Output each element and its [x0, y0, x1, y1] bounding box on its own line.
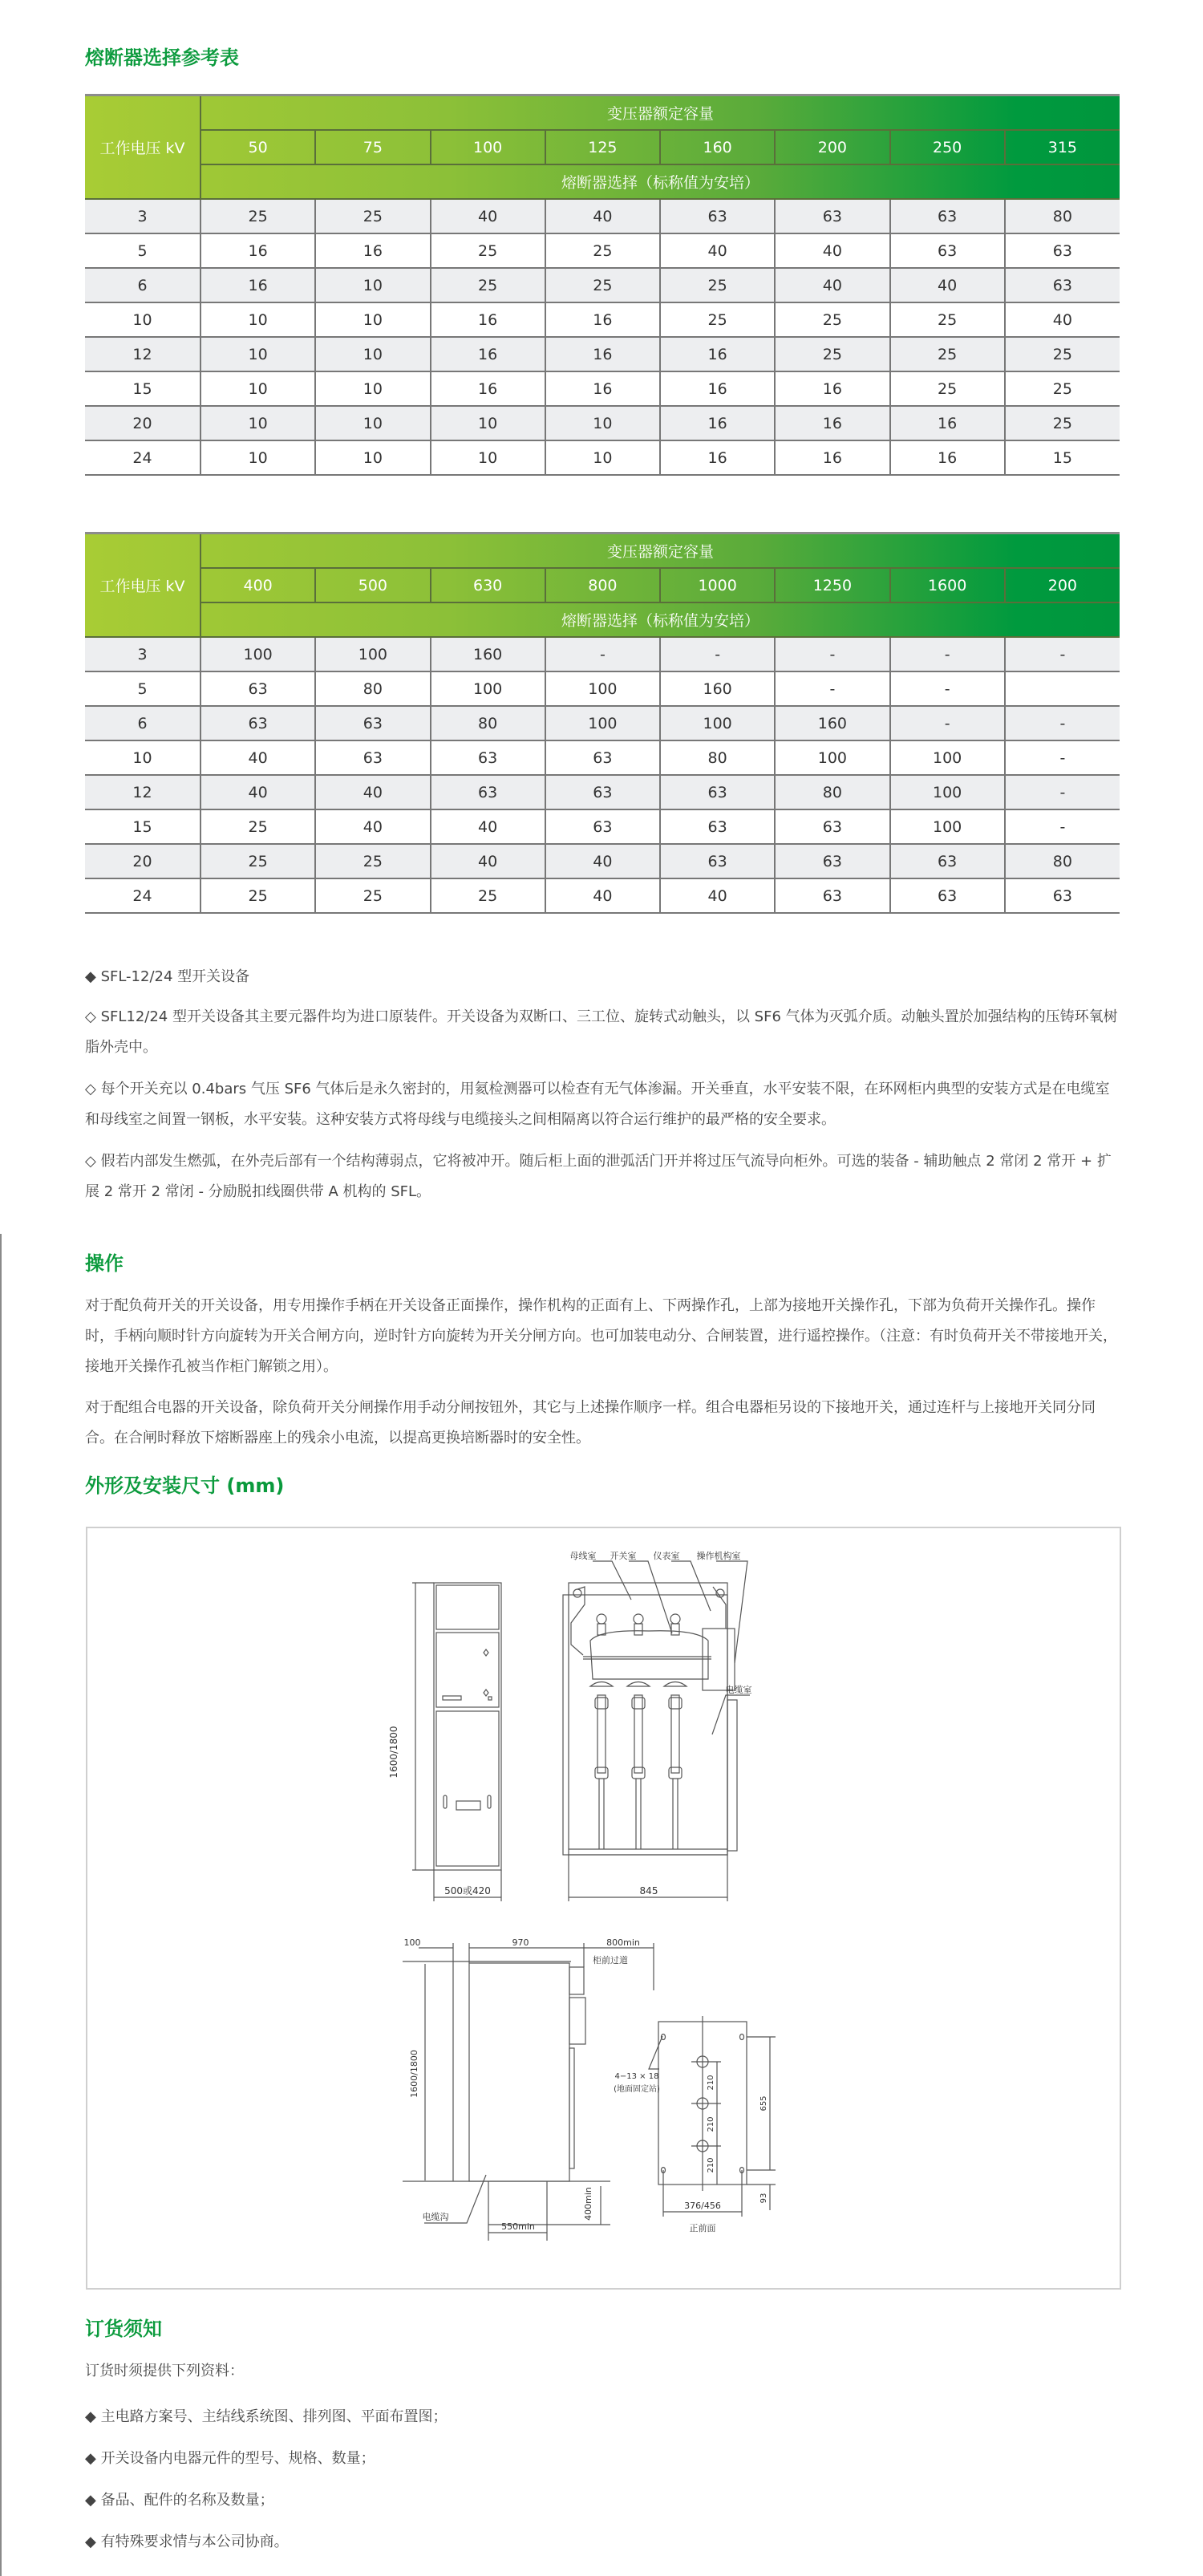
voltage-header: 工作电压 kV: [85, 95, 200, 200]
fuse-value-cell: 16: [660, 337, 775, 371]
fuse-value-cell: 40: [660, 233, 775, 268]
fuse-value-cell: 25: [545, 233, 660, 268]
order-note-item: ◆ 主电路方案号、主结线系统图、排列图、平面布置图；: [85, 2408, 448, 2425]
voltage-cell: 15: [85, 371, 200, 406]
fuse-value-cell: 63: [660, 809, 775, 844]
label-holes: 4−13 × 18: [614, 2072, 659, 2081]
fuse-value-cell: 16: [545, 337, 660, 371]
capacity-header: 变压器额定容量: [200, 95, 1120, 131]
fuse-value-cell: 10: [545, 440, 660, 475]
fuse-value-cell: 10: [545, 406, 660, 440]
voltage-cell: 24: [85, 440, 200, 475]
fuse-value-cell: -: [1005, 637, 1120, 671]
fuse-value-cell: 10: [431, 440, 545, 475]
label-instrument-room: 仪表室: [653, 1551, 680, 1561]
label-cable-trench: 电缆沟: [422, 2212, 449, 2222]
capacity-column-header: 75: [315, 130, 430, 164]
voltage-cell: 20: [85, 844, 200, 878]
fuse-table-title: 熔断器选择参考表: [85, 47, 239, 69]
table-row: [85, 268, 1120, 302]
fuse-value-cell: 80: [431, 706, 545, 740]
dim-height-front: 1600/1800: [388, 1726, 399, 1779]
fuse-value-cell: 16: [431, 337, 545, 371]
fuse-value-cell: 16: [431, 302, 545, 337]
capacity-column-header: 315: [1005, 130, 1120, 164]
fuse-value-cell: 10: [200, 302, 315, 337]
fuse-value-cell: 10: [315, 337, 430, 371]
dim-base-offset: 93: [759, 2193, 768, 2204]
fuse-value-cell: 25: [1005, 371, 1120, 406]
dim-rear-gap: 100: [403, 1937, 421, 1948]
fuse-value-cell: 63: [200, 706, 315, 740]
fuse-value-cell: 25: [1005, 337, 1120, 371]
front-view-cabinet: [412, 1583, 501, 1901]
fuse-value-cell: 63: [775, 878, 889, 913]
fuse-value-cell: 10: [315, 268, 430, 302]
capacity-column-header: 1600: [890, 568, 1005, 602]
fuse-value-cell: 100: [200, 637, 315, 671]
fuse-value-cell: 16: [775, 406, 889, 440]
table-row: [85, 406, 1120, 440]
fuse-value-cell: 40: [315, 809, 430, 844]
fuse-value-cell: 40: [1005, 302, 1120, 337]
table-row: [85, 440, 1120, 475]
fuse-value-cell: -: [775, 637, 889, 671]
voltage-cell: 10: [85, 740, 200, 775]
fuse-value-cell: 16: [660, 440, 775, 475]
fuse-value-cell: 25: [315, 199, 430, 233]
voltage-cell: 5: [85, 233, 200, 268]
fuse-value-cell: 63: [660, 199, 775, 233]
capacity-column-header: 630: [431, 568, 545, 602]
fuse-value-cell: -: [545, 637, 660, 671]
fuse-value-cell: 10: [315, 406, 430, 440]
fuse-value-cell: 63: [775, 809, 889, 844]
table-row: [85, 371, 1120, 406]
fuse-value-cell: 15: [1005, 440, 1120, 475]
fuse-value-cell: 100: [660, 706, 775, 740]
table-row: [85, 671, 1120, 706]
fuse-value-cell: 16: [775, 371, 889, 406]
fuse-value-cell: 25: [660, 302, 775, 337]
table-row: [85, 878, 1120, 913]
fuse-value-cell: 63: [775, 844, 889, 878]
voltage-cell: 10: [85, 302, 200, 337]
voltage-cell: 12: [85, 337, 200, 371]
order-note-item: ◆ 备品、配件的名称及数量；: [85, 2492, 274, 2509]
dim-pitch-2: 210: [707, 2116, 715, 2132]
label-cable-room: 电缆室: [725, 1685, 752, 1695]
side-view-cabinet: [563, 1561, 750, 1901]
dimension-drawing: [87, 1528, 1120, 2288]
fuse-value-cell: 40: [660, 878, 775, 913]
label-switch-room: 开关室: [610, 1551, 637, 1561]
base-plan: [649, 2016, 776, 2217]
fuse-value-cell: 100: [890, 809, 1005, 844]
table-row: [85, 637, 1120, 671]
fuse-value-cell: -: [890, 637, 1005, 671]
fuse-value-cell: 25: [890, 371, 1005, 406]
fuse-value-cell: 63: [1005, 268, 1120, 302]
capacity-column-header: 500: [315, 568, 430, 602]
order-notes-title: 订货须知: [85, 2318, 162, 2340]
fuse-value-cell: 40: [890, 268, 1005, 302]
fuse-value-cell: 25: [431, 878, 545, 913]
fuse-value-cell: 63: [660, 775, 775, 809]
fuse-value-cell: 25: [200, 809, 315, 844]
dim-pitch-1: 210: [707, 2075, 715, 2091]
fuse-value-cell: -: [890, 671, 1005, 706]
fuse-value-cell: 16: [200, 268, 315, 302]
dim-trench-depth: 400min: [583, 2187, 593, 2221]
fuse-value-cell: 40: [431, 199, 545, 233]
label-busbar-room: 母线室: [569, 1551, 597, 1561]
fuse-value-cell: 40: [431, 844, 545, 878]
fuse-value-cell: 160: [775, 706, 889, 740]
table-row: [85, 199, 1120, 233]
page-left-border: [0, 1234, 2, 2576]
order-note-item: ◆ 有特殊要求情与本公司协商。: [85, 2533, 289, 2550]
fuse-value-cell: 63: [200, 671, 315, 706]
capacity-column-header: 250: [890, 130, 1005, 164]
fuse-value-cell: 63: [545, 775, 660, 809]
fuse-value-cell: 40: [545, 844, 660, 878]
fuse-value-cell: 40: [545, 199, 660, 233]
fuse-table-2: [85, 532, 1120, 914]
fuse-value-cell: 100: [545, 706, 660, 740]
label-front-passage: 柜前过道: [593, 1955, 628, 1965]
table-row: [85, 809, 1120, 844]
fuse-value-cell: 16: [775, 440, 889, 475]
fuse-value-cell: 100: [431, 671, 545, 706]
fuse-value-cell: 40: [315, 775, 430, 809]
fuse-value-cell: 63: [315, 740, 430, 775]
fuse-value-cell: 63: [890, 844, 1005, 878]
sfl-paragraph-1: ◇ SFL12/24 型开关设备其主要元器件均为进口原装件。开关设备为双断口、三工位、旋转式动触头，以 SF6 气体为灭弧介质。动触头置於加强结构的压铸环氧树脂外壳中。: [85, 1008, 1118, 1056]
fuse-value-cell: 100: [315, 637, 430, 671]
voltage-cell: 15: [85, 809, 200, 844]
dimensions-title: 外形及安装尺寸 (mm): [85, 1475, 285, 1497]
fuse-value-cell: 25: [890, 302, 1005, 337]
fuse-value-cell: 63: [775, 199, 889, 233]
fuse-value-cell: 40: [775, 268, 889, 302]
fuse-value-cell: 10: [315, 440, 430, 475]
fuse-value-cell: 40: [545, 878, 660, 913]
fuse-header: 熔断器选择（标称值为安培）: [200, 164, 1120, 199]
fuse-value-cell: 25: [1005, 406, 1120, 440]
fuse-value-cell: 10: [200, 337, 315, 371]
order-note-item: ◆ 开关设备内电器元件的型号、规格、数量；: [85, 2450, 375, 2467]
fuse-header: 熔断器选择（标称值为安培）: [200, 602, 1120, 637]
fuse-value-cell: 63: [315, 706, 430, 740]
fuse-value-cell: 25: [545, 268, 660, 302]
fuse-value-cell: 10: [200, 371, 315, 406]
fuse-value-cell: 100: [775, 740, 889, 775]
dim-height-side: 1600/1800: [409, 2050, 419, 2098]
fuse-value-cell: 25: [775, 302, 889, 337]
capacity-column-header: 50: [200, 130, 315, 164]
fuse-value-cell: 63: [1005, 233, 1120, 268]
fuse-value-cell: 100: [890, 775, 1005, 809]
voltage-cell: 6: [85, 706, 200, 740]
fuse-value-cell: 10: [431, 406, 545, 440]
voltage-cell: 20: [85, 406, 200, 440]
capacity-column-header: 800: [545, 568, 660, 602]
fuse-value-cell: 80: [1005, 844, 1120, 878]
table-row: [85, 233, 1120, 268]
dim-width-side: 845: [639, 1885, 658, 1897]
dim-depth: 970: [512, 1937, 529, 1948]
fuse-value-cell: 10: [315, 371, 430, 406]
dim-trench-width: 550min: [501, 2221, 535, 2232]
voltage-cell: 3: [85, 199, 200, 233]
dim-front-passage: 800min: [606, 1937, 640, 1948]
fuse-value-cell: 80: [1005, 199, 1120, 233]
fuse-value-cell: 63: [660, 844, 775, 878]
capacity-column-header: 1250: [775, 568, 889, 602]
fuse-value-cell: 80: [315, 671, 430, 706]
fuse-value-cell: 25: [200, 844, 315, 878]
order-notes-intro: 订货时须提供下列资料：: [85, 2363, 244, 2379]
fuse-value-cell: 40: [775, 233, 889, 268]
fuse-value-cell: 160: [660, 671, 775, 706]
fuse-value-cell: 25: [660, 268, 775, 302]
fuse-value-cell: 63: [545, 809, 660, 844]
capacity-column-header: 160: [660, 130, 775, 164]
dimension-drawing-frame: [86, 1527, 1121, 2290]
capacity-column-header: 200: [1005, 568, 1120, 602]
fuse-value-cell: 80: [660, 740, 775, 775]
fuse-value-cell: -: [1005, 809, 1120, 844]
fuse-value-cell: 10: [200, 440, 315, 475]
capacity-column-header: 100: [431, 130, 545, 164]
table-row: [85, 775, 1120, 809]
fuse-value-cell: 16: [315, 233, 430, 268]
fuse-value-cell: 40: [200, 740, 315, 775]
fuse-value-cell: 25: [890, 337, 1005, 371]
fuse-value-cell: 25: [431, 268, 545, 302]
table-row: [85, 740, 1120, 775]
label-mechanism-room: 操作机构室: [696, 1551, 741, 1561]
label-front-face: 正前面: [689, 2223, 716, 2233]
fuse-value-cell: -: [1005, 775, 1120, 809]
dim-pitch-3: 210: [707, 2157, 715, 2173]
fuse-value-cell: -: [775, 671, 889, 706]
dim-base-depth: 655: [759, 2095, 768, 2112]
fuse-value-cell: -: [1005, 706, 1120, 740]
fuse-value-cell: 16: [890, 406, 1005, 440]
fuse-value-cell: 40: [200, 775, 315, 809]
fuse-value-cell: 16: [890, 440, 1005, 475]
table-row: [85, 302, 1120, 337]
operation-title: 操作: [85, 1252, 124, 1275]
fuse-table-1: [85, 94, 1120, 476]
fuse-value-cell: 63: [890, 878, 1005, 913]
fuse-value-cell: 63: [1005, 878, 1120, 913]
fuse-value-cell: -: [660, 637, 775, 671]
fuse-value-cell: 16: [200, 233, 315, 268]
voltage-header: 工作电压 kV: [85, 533, 200, 638]
capacity-column-header: 125: [545, 130, 660, 164]
voltage-cell: 5: [85, 671, 200, 706]
fuse-value-cell: 16: [660, 406, 775, 440]
fuse-value-cell: 63: [890, 233, 1005, 268]
fuse-value-cell: 10: [315, 302, 430, 337]
fuse-value-cell: 10: [200, 406, 315, 440]
dim-base-width: 376/456: [684, 2201, 721, 2211]
fuse-value-cell: -: [1005, 740, 1120, 775]
fuse-value-cell: [1005, 671, 1120, 706]
voltage-cell: 6: [85, 268, 200, 302]
fuse-value-cell: 100: [890, 740, 1005, 775]
fuse-value-cell: 100: [545, 671, 660, 706]
table-row: [85, 337, 1120, 371]
fuse-value-cell: 63: [890, 199, 1005, 233]
fuse-value-cell: 16: [545, 371, 660, 406]
fuse-value-cell: 25: [200, 878, 315, 913]
capacity-column-header: 400: [200, 568, 315, 602]
operation-paragraph-2: 对于配组合电器的开关设备，除负荷开关分闸操作用手动分闸按钮外，其它与上述操作顺序一样。组合电器柜另设的下接地开关，通过连杆与上接地开关同分同合。在合闸时释放下熔断器座上的残余小电流，以提高更换培断器时的安全性。: [85, 1399, 1096, 1446]
label-holes-note: (地面固定站): [614, 2085, 660, 2094]
fuse-value-cell: 25: [775, 337, 889, 371]
voltage-cell: 24: [85, 878, 200, 913]
fuse-value-cell: 16: [431, 371, 545, 406]
fuse-value-cell: 25: [200, 199, 315, 233]
fuse-value-cell: 25: [315, 844, 430, 878]
fuse-value-cell: 25: [315, 878, 430, 913]
dim-width-front: 500或420: [444, 1885, 491, 1897]
table-row: [85, 844, 1120, 878]
sfl-heading: ◆ SFL-12/24 型开关设备: [85, 968, 250, 985]
fuse-value-cell: 40: [431, 809, 545, 844]
fuse-value-cell: 63: [431, 740, 545, 775]
fuse-value-cell: 16: [545, 302, 660, 337]
fuse-value-cell: 63: [431, 775, 545, 809]
order-notes-list: [85, 2396, 448, 2563]
voltage-cell: 3: [85, 637, 200, 671]
capacity-header: 变压器额定容量: [200, 533, 1120, 569]
fuse-value-cell: 63: [545, 740, 660, 775]
sfl-paragraph-2: ◇ 每个开关充以 0.4bars 气压 SF6 气体后是永久密封的，用氦检测器可以检查有无气体渗漏。开关垂直，水平安装不限，在环网柜内典型的安装方式是在电缆室和母线室之间置一钢板，水平安装。这种安装方式将母线与电缆接头之间相隔离以符合运行维护的最严格的安全要求。: [85, 1081, 1110, 1128]
capacity-column-header: 1000: [660, 568, 775, 602]
fuse-value-cell: 160: [431, 637, 545, 671]
fuse-value-cell: 25: [431, 233, 545, 268]
voltage-cell: 12: [85, 775, 200, 809]
sfl-paragraph-3: ◇ 假若内部发生燃弧，在外壳后部有一个结构薄弱点，它将被冲开。随后柜上面的泄弧活门开并将过压气流导向柜外。可选的装备 - 辅助触点 2 常闭 2 常开 + 扩展 2 常开 2 常闭 - 分励脱扣线圈供带 A 机构的 SFL。: [85, 1153, 1112, 1200]
fuse-value-cell: 80: [775, 775, 889, 809]
fuse-value-cell: 16: [660, 371, 775, 406]
fuse-value-cell: -: [890, 706, 1005, 740]
capacity-column-header: 200: [775, 130, 889, 164]
operation-paragraph-1: 对于配负荷开关的开关设备，用专用操作手柄在开关设备正面操作，操作机构的正面有上、下两操作孔，上部为接地开关操作孔，下部为负荷开关操作孔。操作时，手柄向顺时针方向旋转为开关合闸方向，逆时针方向旋转为开关分闸方向。也可加装电动分、合闸装置，进行遥控操作。（注意：有时负荷开关不带接地开关，接地开关操作孔被当作柜门解锁之用）。: [85, 1297, 1117, 1375]
table-row: [85, 706, 1120, 740]
